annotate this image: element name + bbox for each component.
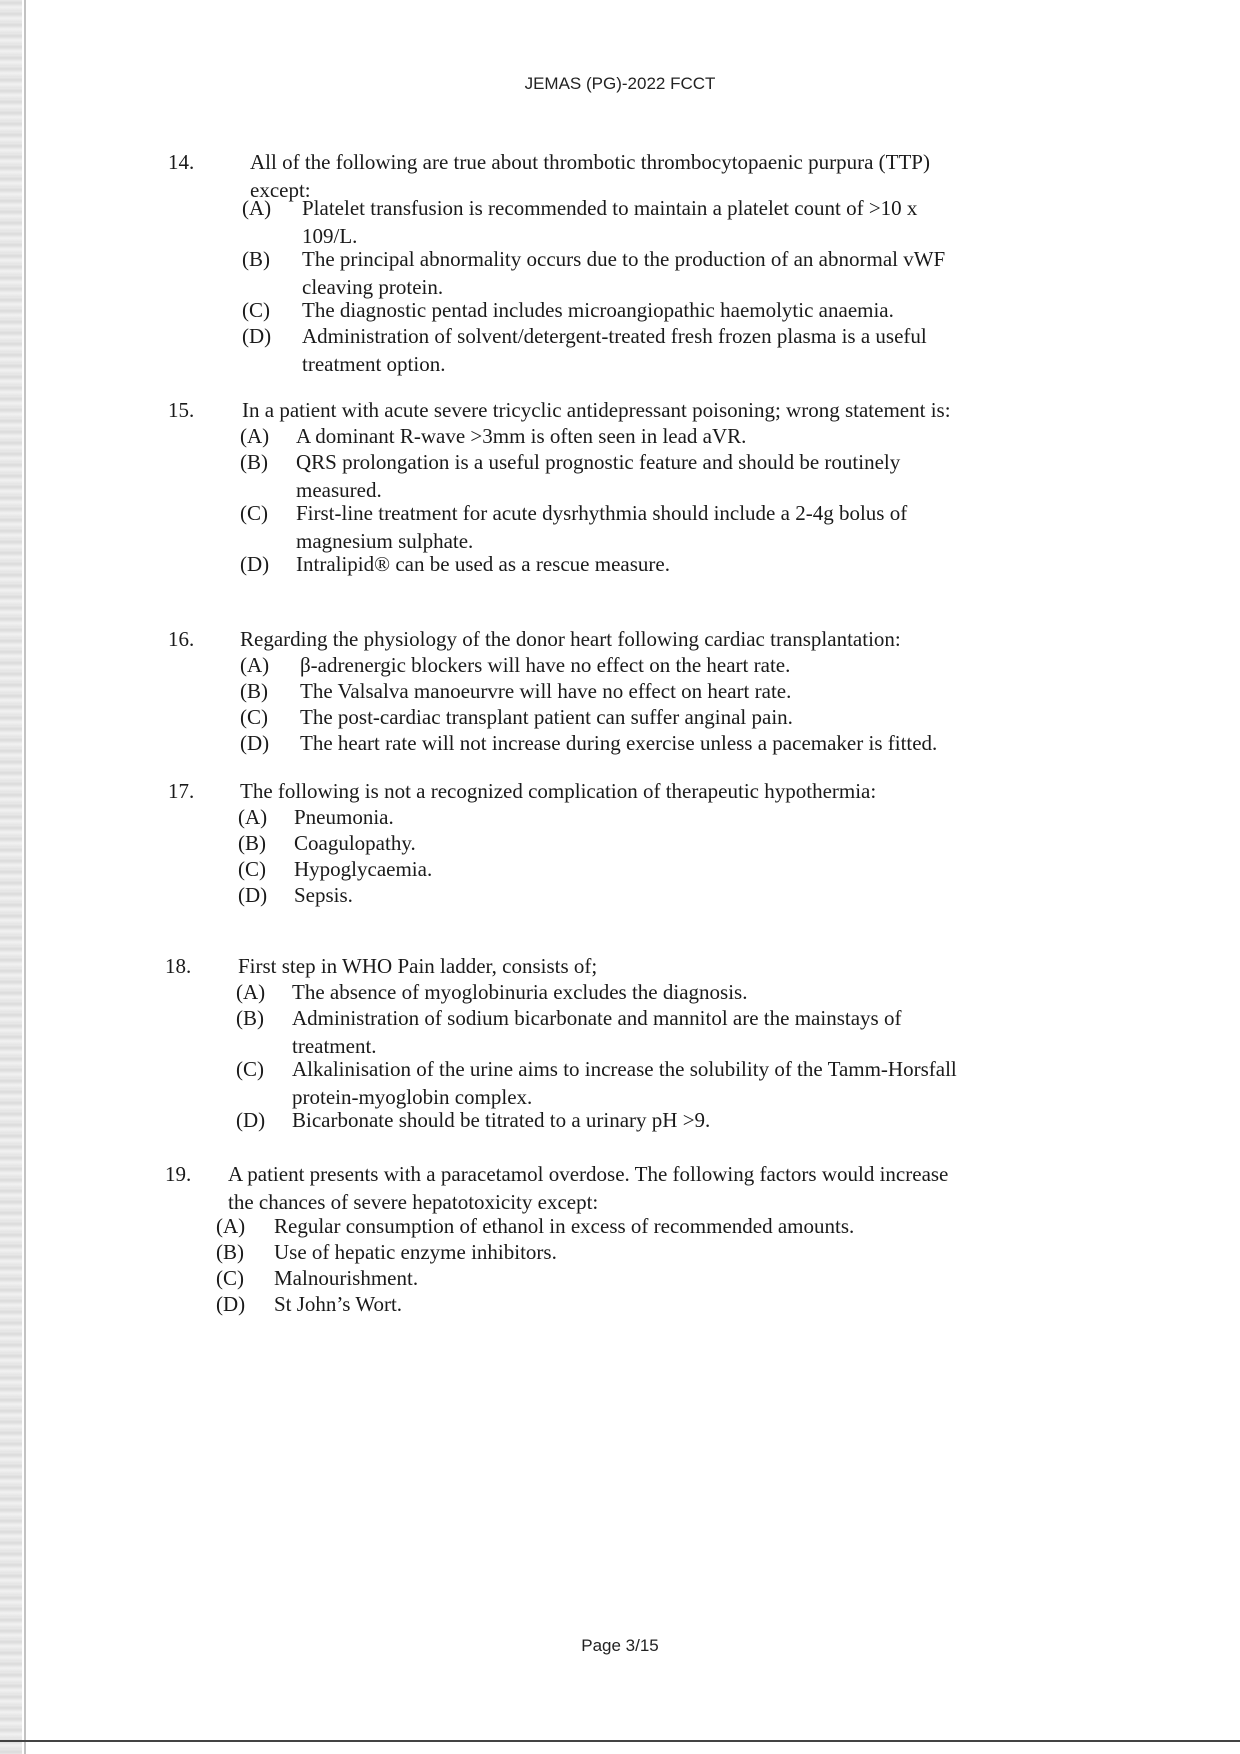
stem-line: The following is not a recognized complication of therapeutic hypothermia: — [240, 779, 877, 803]
option-text — [302, 194, 1062, 250]
option-line: Bicarbonate should be titrated to a urinary pH >9. — [292, 1108, 711, 1132]
option-line: Platelet transfusion is recommended to maintain a platelet count of >10 x — [302, 196, 918, 220]
option-text — [302, 296, 1062, 324]
option-text — [296, 550, 1056, 578]
option-label: (A) — [216, 1214, 246, 1238]
option-line: QRS prolongation is a useful prognostic feature and should be routinely — [296, 450, 901, 474]
option-line: protein-myoglobin complex. — [292, 1085, 533, 1109]
option-line: Hypoglycaemia. — [294, 857, 433, 881]
option-line: cleaving protein. — [302, 275, 444, 299]
option-line: measured. — [296, 478, 382, 502]
scan-edge-artifact — [0, 0, 22, 1754]
option-line: Sepsis. — [294, 883, 353, 907]
option-label: (A) — [236, 980, 266, 1004]
option-text — [294, 855, 1054, 883]
option-line: A dominant R-wave >3mm is often seen in lead aVR. — [296, 424, 747, 448]
option-label: (B) — [216, 1240, 244, 1264]
option-line: Use of hepatic enzyme inhibitors. — [274, 1240, 557, 1264]
option-text — [274, 1238, 1034, 1266]
option-line: The Valsalva manoeurvre will have no effect on heart rate. — [300, 679, 792, 703]
question-number: 18. — [165, 954, 192, 978]
option-label: (C) — [216, 1266, 244, 1290]
option-label: (A) — [242, 196, 272, 220]
question-number: 16. — [168, 627, 195, 651]
option-text — [294, 881, 1054, 909]
question-number: 19. — [165, 1162, 192, 1186]
option-text — [294, 829, 1054, 857]
stem-line: the chances of severe hepatotoxicity except: — [228, 1190, 599, 1214]
option-line: Alkalinisation of the urine aims to increase the solubility of the Tamm-Horsfall — [292, 1057, 957, 1081]
option-line: Pneumonia. — [294, 805, 394, 829]
stem-line: except: — [250, 178, 311, 202]
option-label: (B) — [236, 1006, 264, 1030]
stem-line: All of the following are true about thrombotic thrombocytopaenic purpura (TTP) — [250, 150, 930, 174]
option-line: The diagnostic pentad includes microangiopathic haemolytic anaemia. — [302, 298, 894, 322]
option-label: (A) — [240, 424, 270, 448]
option-text — [296, 422, 1056, 450]
option-text — [302, 245, 1062, 301]
option-text — [292, 1055, 1052, 1111]
scan-edge-line — [24, 0, 26, 1754]
option-label: (A) — [240, 653, 270, 677]
option-line: Coagulopathy. — [294, 831, 416, 855]
option-line: St John’s Wort. — [274, 1292, 403, 1316]
option-label: (B) — [242, 247, 270, 271]
option-line: First-line treatment for acute dysrhythmia should include a 2-4g bolus of — [296, 501, 908, 525]
option-line: treatment option. — [302, 352, 446, 376]
stem-line: Regarding the physiology of the donor heart following cardiac transplantation: — [240, 627, 901, 651]
option-line: Regular consumption of ethanol in excess of recommended amounts. — [274, 1214, 855, 1238]
page-header: JEMAS (PG)-2022 FCCT — [524, 74, 716, 93]
question-stem — [240, 777, 1140, 805]
stem-line: In a patient with acute severe tricyclic antidepressant poisoning; wrong statement is: — [242, 398, 951, 422]
option-text — [294, 803, 1054, 831]
option-line: Malnourishment. — [274, 1266, 419, 1290]
option-line: Intralipid® can be used as a rescue measure. — [296, 552, 670, 576]
question-number: 17. — [168, 779, 195, 803]
question-number: 14. — [168, 150, 195, 174]
option-text — [296, 448, 1056, 504]
option-label: (D) — [236, 1108, 266, 1132]
option-text — [292, 1004, 1052, 1060]
option-label: (D) — [240, 552, 270, 576]
option-line: The heart rate will not increase during exercise unless a pacemaker is fitted. — [300, 731, 938, 755]
option-label: (C) — [240, 705, 268, 729]
option-text — [292, 1106, 1052, 1134]
option-text — [300, 677, 1060, 705]
option-label: (B) — [240, 679, 268, 703]
option-label: (C) — [240, 501, 268, 525]
option-text — [300, 651, 1060, 679]
option-label: (C) — [236, 1057, 264, 1081]
option-text — [300, 729, 1060, 757]
option-line: 109/L. — [302, 224, 358, 248]
option-text — [292, 978, 1052, 1006]
option-text — [274, 1264, 1034, 1292]
question-number: 15. — [168, 398, 195, 422]
option-line: The principal abnormality occurs due to the production of an abnormal vWF — [302, 247, 946, 271]
option-text — [296, 499, 1056, 555]
question-stem — [228, 1160, 1128, 1216]
option-line: magnesium sulphate. — [296, 529, 474, 553]
option-label: (B) — [240, 450, 268, 474]
option-label: (D) — [238, 883, 268, 907]
question-stem — [240, 625, 1140, 653]
option-label: (A) — [238, 805, 268, 829]
option-line: treatment. — [292, 1034, 377, 1058]
option-text — [274, 1290, 1034, 1318]
option-text — [302, 322, 1062, 378]
option-line: The absence of myoglobinuria excludes the diagnosis. — [292, 980, 748, 1004]
question-stem — [238, 952, 1138, 980]
option-label: (B) — [238, 831, 266, 855]
question-stem — [242, 396, 1142, 424]
option-label: (C) — [242, 298, 270, 322]
stem-line: First step in WHO Pain ladder, consists of; — [238, 954, 598, 978]
option-text — [274, 1212, 1034, 1240]
option-line: Administration of sodium bicarbonate and mannitol are the mainstays of — [292, 1006, 902, 1030]
option-line: Administration of solvent/detergent-treated fresh frozen plasma is a useful — [302, 324, 927, 348]
page-footer: Page 3/15 — [581, 1636, 659, 1655]
option-text — [300, 703, 1060, 731]
stem-line: A patient presents with a paracetamol overdose. The following factors would increase — [228, 1162, 949, 1186]
option-label: (D) — [242, 324, 272, 348]
option-label: (C) — [238, 857, 266, 881]
option-line: β-adrenergic blockers will have no effect on the heart rate. — [300, 653, 791, 677]
option-label: (D) — [216, 1292, 246, 1316]
option-line: The post-cardiac transplant patient can suffer anginal pain. — [300, 705, 793, 729]
option-label: (D) — [240, 731, 270, 755]
bottom-rule — [0, 1740, 1240, 1742]
